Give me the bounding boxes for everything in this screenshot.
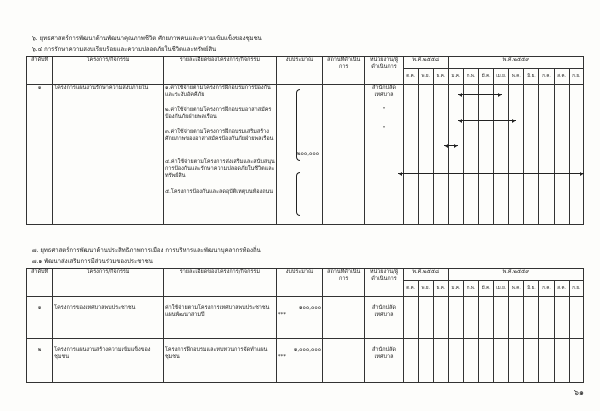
table-row <box>27 297 584 339</box>
budget-amount: ๒๐๐,๐๐๐ <box>276 85 322 225</box>
timeline-bar <box>458 120 516 121</box>
timeline-bar <box>458 94 502 95</box>
project-name: โครงการของเทศบาลพบประชาชน <box>53 297 164 339</box>
detail-item: ๑.ค่าใช้จ่ายตามโครงการฝึกอบรมการป้องกันและระงับอัคคีภัย <box>164 85 271 98</box>
header-detail: รายละเอียดของโครงการ/กิจกรรม <box>163 57 276 85</box>
header-budget: งบประมาณ <box>276 57 322 85</box>
header-project: โครงการ/กิจกรรม <box>53 269 164 297</box>
agency-cell <box>365 85 403 225</box>
agency-name: สำนักปลัดเทศบาล <box>372 85 396 98</box>
month-header: พ.ย. <box>418 281 433 297</box>
budget-cell <box>276 339 322 383</box>
header-agency: หน่วยงาน/ผู้ดำเนินการ <box>365 57 403 85</box>
header-no: ลำดับที่ <box>27 269 53 297</box>
month-header: ต.ค. <box>403 281 418 297</box>
row-no: ๑ <box>27 297 53 339</box>
header-year-2: พ.ศ.๒๕๕๙ <box>448 269 583 281</box>
detail-item: ๕.โครงการป้องกันและลดอุบัติเหตุบนท้องถนน <box>164 189 274 195</box>
month-header: ก.พ. <box>464 281 479 297</box>
month-header: ก.ค. <box>539 281 554 297</box>
month-header: ก.พ. <box>464 69 479 85</box>
row-no: ๒ <box>27 339 53 383</box>
bracket-mark <box>296 172 300 216</box>
header-year-1: พ.ศ.๒๕๕๘ <box>403 57 448 69</box>
header-agency: หน่วยงาน/ผู้ดำเนินการ <box>365 269 403 297</box>
month-header: ม.ค. <box>448 281 463 297</box>
header-budget: งบประมาณ <box>276 269 322 297</box>
month-header: มี.ค. <box>479 281 494 297</box>
detail-item: ๓.ค่าใช้จ่ายตามโครงการฝึกอบรมเสริมสร้างศักยภาพของอาสาสมัครป้องกันภัยฝ่ายพลเรือน <box>164 129 274 142</box>
header-project: โครงการ/กิจกรรม <box>53 57 164 85</box>
month-header: ต.ค. <box>403 69 418 85</box>
month-header: พ.ย. <box>418 69 433 85</box>
month-header: มิ.ย. <box>524 281 539 297</box>
month-header: มิ.ย. <box>524 69 539 85</box>
month-header: ม.ค. <box>448 69 463 85</box>
table-row <box>27 339 584 383</box>
ditto-mark: " <box>382 126 386 132</box>
budget-amount: ๑๐๐,๐๐๐ <box>299 305 322 311</box>
month-header: ก.ค. <box>539 69 554 85</box>
header-year-2: พ.ศ.๒๕๕๙ <box>448 57 583 69</box>
month-header: ส.ค. <box>554 69 569 85</box>
section6-title: ๖. ยุทธศาสตร์การพัฒนาด้านพัฒนาคุณภาพชีวิต ศักยภาพคนและความเข้มแข็งของชุมชน <box>32 35 262 42</box>
section7-subtitle: ๗.๑ พัฒนาส่งเสริมการมีส่วนร่วมของประชาชน <box>32 258 153 265</box>
project-detail: โครงการฝึกอบรมและทบทวนการจัดทำแผนชุมชน <box>163 339 276 383</box>
header-place: สถานที่ดำเนินการ <box>323 269 365 297</box>
activity-plan-table-2 <box>26 268 584 383</box>
detail-item: ๔.ค่าใช้จ่ายตามโครงการส่งเสริมและสนับสนุนการป้องกันและรักษาความปลอดภัยในชีวิตและทรัพย์สิน <box>164 159 275 179</box>
project-name: โครงการแผนงานรักษาความสงบภายใน <box>53 85 164 225</box>
month-header: เม.ย. <box>494 281 509 297</box>
section6-subtitle: ๖.๔ การรักษาความสงบเรียบร้อยและความปลอดภัยในชีวิตและทรัพย์สิน <box>32 46 217 53</box>
section7-title: ๗. ยุทธศาสตร์การพัฒนาด้านประสิทธิภาพการเมือง การบริหารและพัฒนาบุคลากรท้องถิ่น <box>32 247 261 254</box>
month-header: พ.ค. <box>509 281 524 297</box>
agency-name: สำนักปลัดเทศบาล <box>365 297 403 339</box>
month-header: ก.ย. <box>569 281 583 297</box>
header-no: ลำดับที่ <box>27 57 53 85</box>
project-detail: ค่าใช้จ่ายตามโครงการเทศบาลพบประชาชนแผนพัฒนาสามปี <box>163 297 276 339</box>
timeline-bar <box>398 173 584 174</box>
month-header: ธ.ค. <box>433 281 448 297</box>
month-header: ธ.ค. <box>433 69 448 85</box>
header-detail: รายละเอียดของโครงการ/กิจกรรม <box>163 269 276 297</box>
project-details <box>163 85 276 225</box>
page-number: ๖๑ <box>573 388 584 397</box>
bracket-mark <box>296 89 300 161</box>
budget-amount: ๑,๐๐๐,๐๐๐ <box>293 347 322 353</box>
budget-note: *** <box>277 354 286 360</box>
budget-note: *** <box>277 312 286 318</box>
activity-plan-table-1 <box>26 56 584 225</box>
ditto-mark: " <box>382 107 386 113</box>
table-row <box>27 85 584 225</box>
row-no: ๑ <box>27 85 53 225</box>
month-header: ส.ค. <box>554 281 569 297</box>
header-year-1: พ.ศ.๒๕๕๘ <box>403 269 448 281</box>
budget-cell <box>276 297 322 339</box>
timeline-bar <box>444 145 458 146</box>
project-name: โครงการแผนงานสร้างความเข้มแข็งของชุมชน <box>53 339 164 383</box>
month-header: ก.ย. <box>569 69 583 85</box>
header-place: สถานที่ดำเนินการ <box>323 57 365 85</box>
detail-item: ๒.ค่าใช้จ่ายตามโครงการฝึกอบรมอาสาสมัครป้องกันภัยฝ่ายพลเรือน <box>164 107 272 120</box>
month-header: มี.ค. <box>479 69 494 85</box>
agency-name: สำนักปลัดเทศบาล <box>365 339 403 383</box>
month-header: พ.ค. <box>509 69 524 85</box>
month-header: เม.ย. <box>494 69 509 85</box>
